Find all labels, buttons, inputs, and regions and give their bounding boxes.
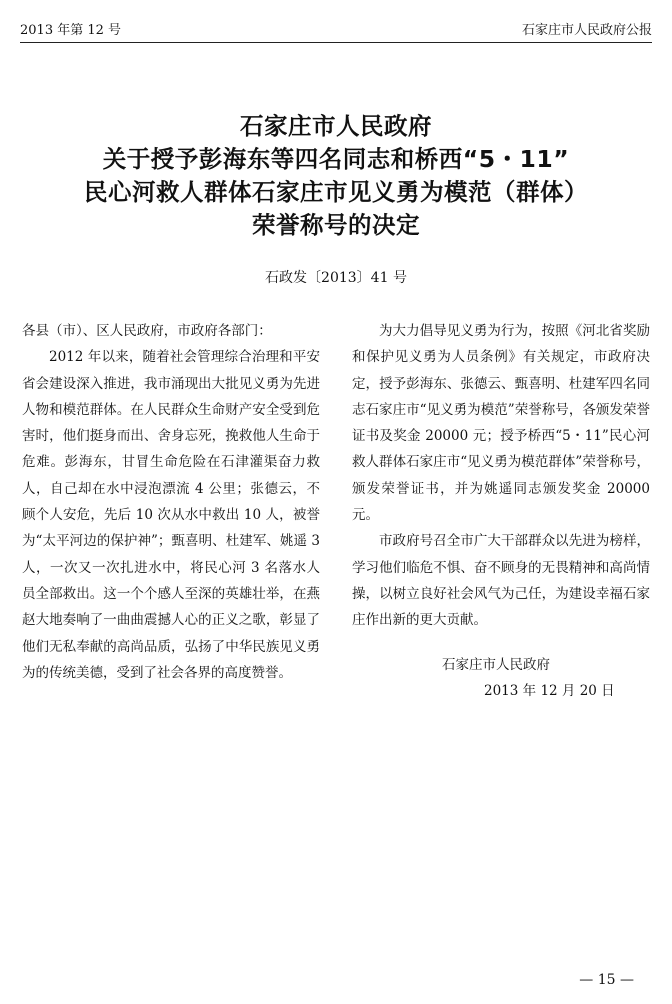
body-paragraph-3: 市政府号召全市广大干部群众以先进为榜样，学习他们临危不惧、奋不顾身的无畏精神和高尚情操，以树立良好社会风气为己任，为建设幸福石家庄作出新的更大贡献。 [352,533,650,629]
salutation: 各县（市）、区人民政府，市政府各部门： [22,323,272,339]
title-line-1: 石家庄市人民政府 [240,112,432,140]
issue-label: 2013 年第 12 号 [20,23,122,38]
signature-block [352,652,650,705]
page-number: — 15 — [579,972,634,988]
title-line-3: 民心河救人群体石家庄市见义勇为模范（群体） [84,178,588,206]
signature-organization: 石家庄市人民政府 [442,656,550,673]
document-title [0,110,672,242]
signature-date: 2013 年 12 月 20 日 [484,682,615,699]
body-paragraph-2: 为大力倡导见义勇为行为，按照《河北省奖励和保护见义勇为人员条例》有关规定，市政府决定，授予彭海东、张德云、甄喜明、杜建军四名同志石家庄市“见义勇为模范”荣誉称号，各颁发荣誉证书及奖金 20000 元；授予桥西“5・11”民心河救人群体石家庄市“见义勇为模范群体”荣誉称号，颁发荣誉证书，并为姚遥同志颁发奖金 20000 元。 [352,323,650,524]
title-line-4: 荣誉称号的决定 [252,211,420,239]
right-column [352,318,650,704]
title-line-2: 关于授予彭海东等四名同志和桥西“5・11” [102,145,570,173]
publication-name: 石家庄市人民政府公报 [521,23,652,38]
left-column [22,318,320,686]
document-number: 石政发〔2013〕41 号 [265,270,407,286]
running-header [20,22,652,43]
body-paragraph-1: 2012 年以来，随着社会管理综合治理和平安省会建设深入推进，我市涌现出大批见义勇为先进人物和模范群体。在人民群众生命财产安全受到危害时，他们挺身而出、舍身忘死，挽救他人生命于危难。彭海东，甘冒生命危险在石津灌渠奋力救人，自己却在水中浸泡漂流 4 公里；张德云，不顾个人安危，先后 10 次从水中救出 10 人，被誉为“太平河边的保护神”；甄喜明、杜建军、姚遥 3 人，一次又一次扎进水中，将民心河 3 名落水人员全部救出。这一个个感人至深的英雄壮举，在燕赵大地奏响了一曲曲震撼人心的正义之歌，彰显了他们无私奉献的高尚品质，弘扬了中华民族见义勇为的传统美德，受到了社会各界的高度赞誉。 [22,349,320,681]
